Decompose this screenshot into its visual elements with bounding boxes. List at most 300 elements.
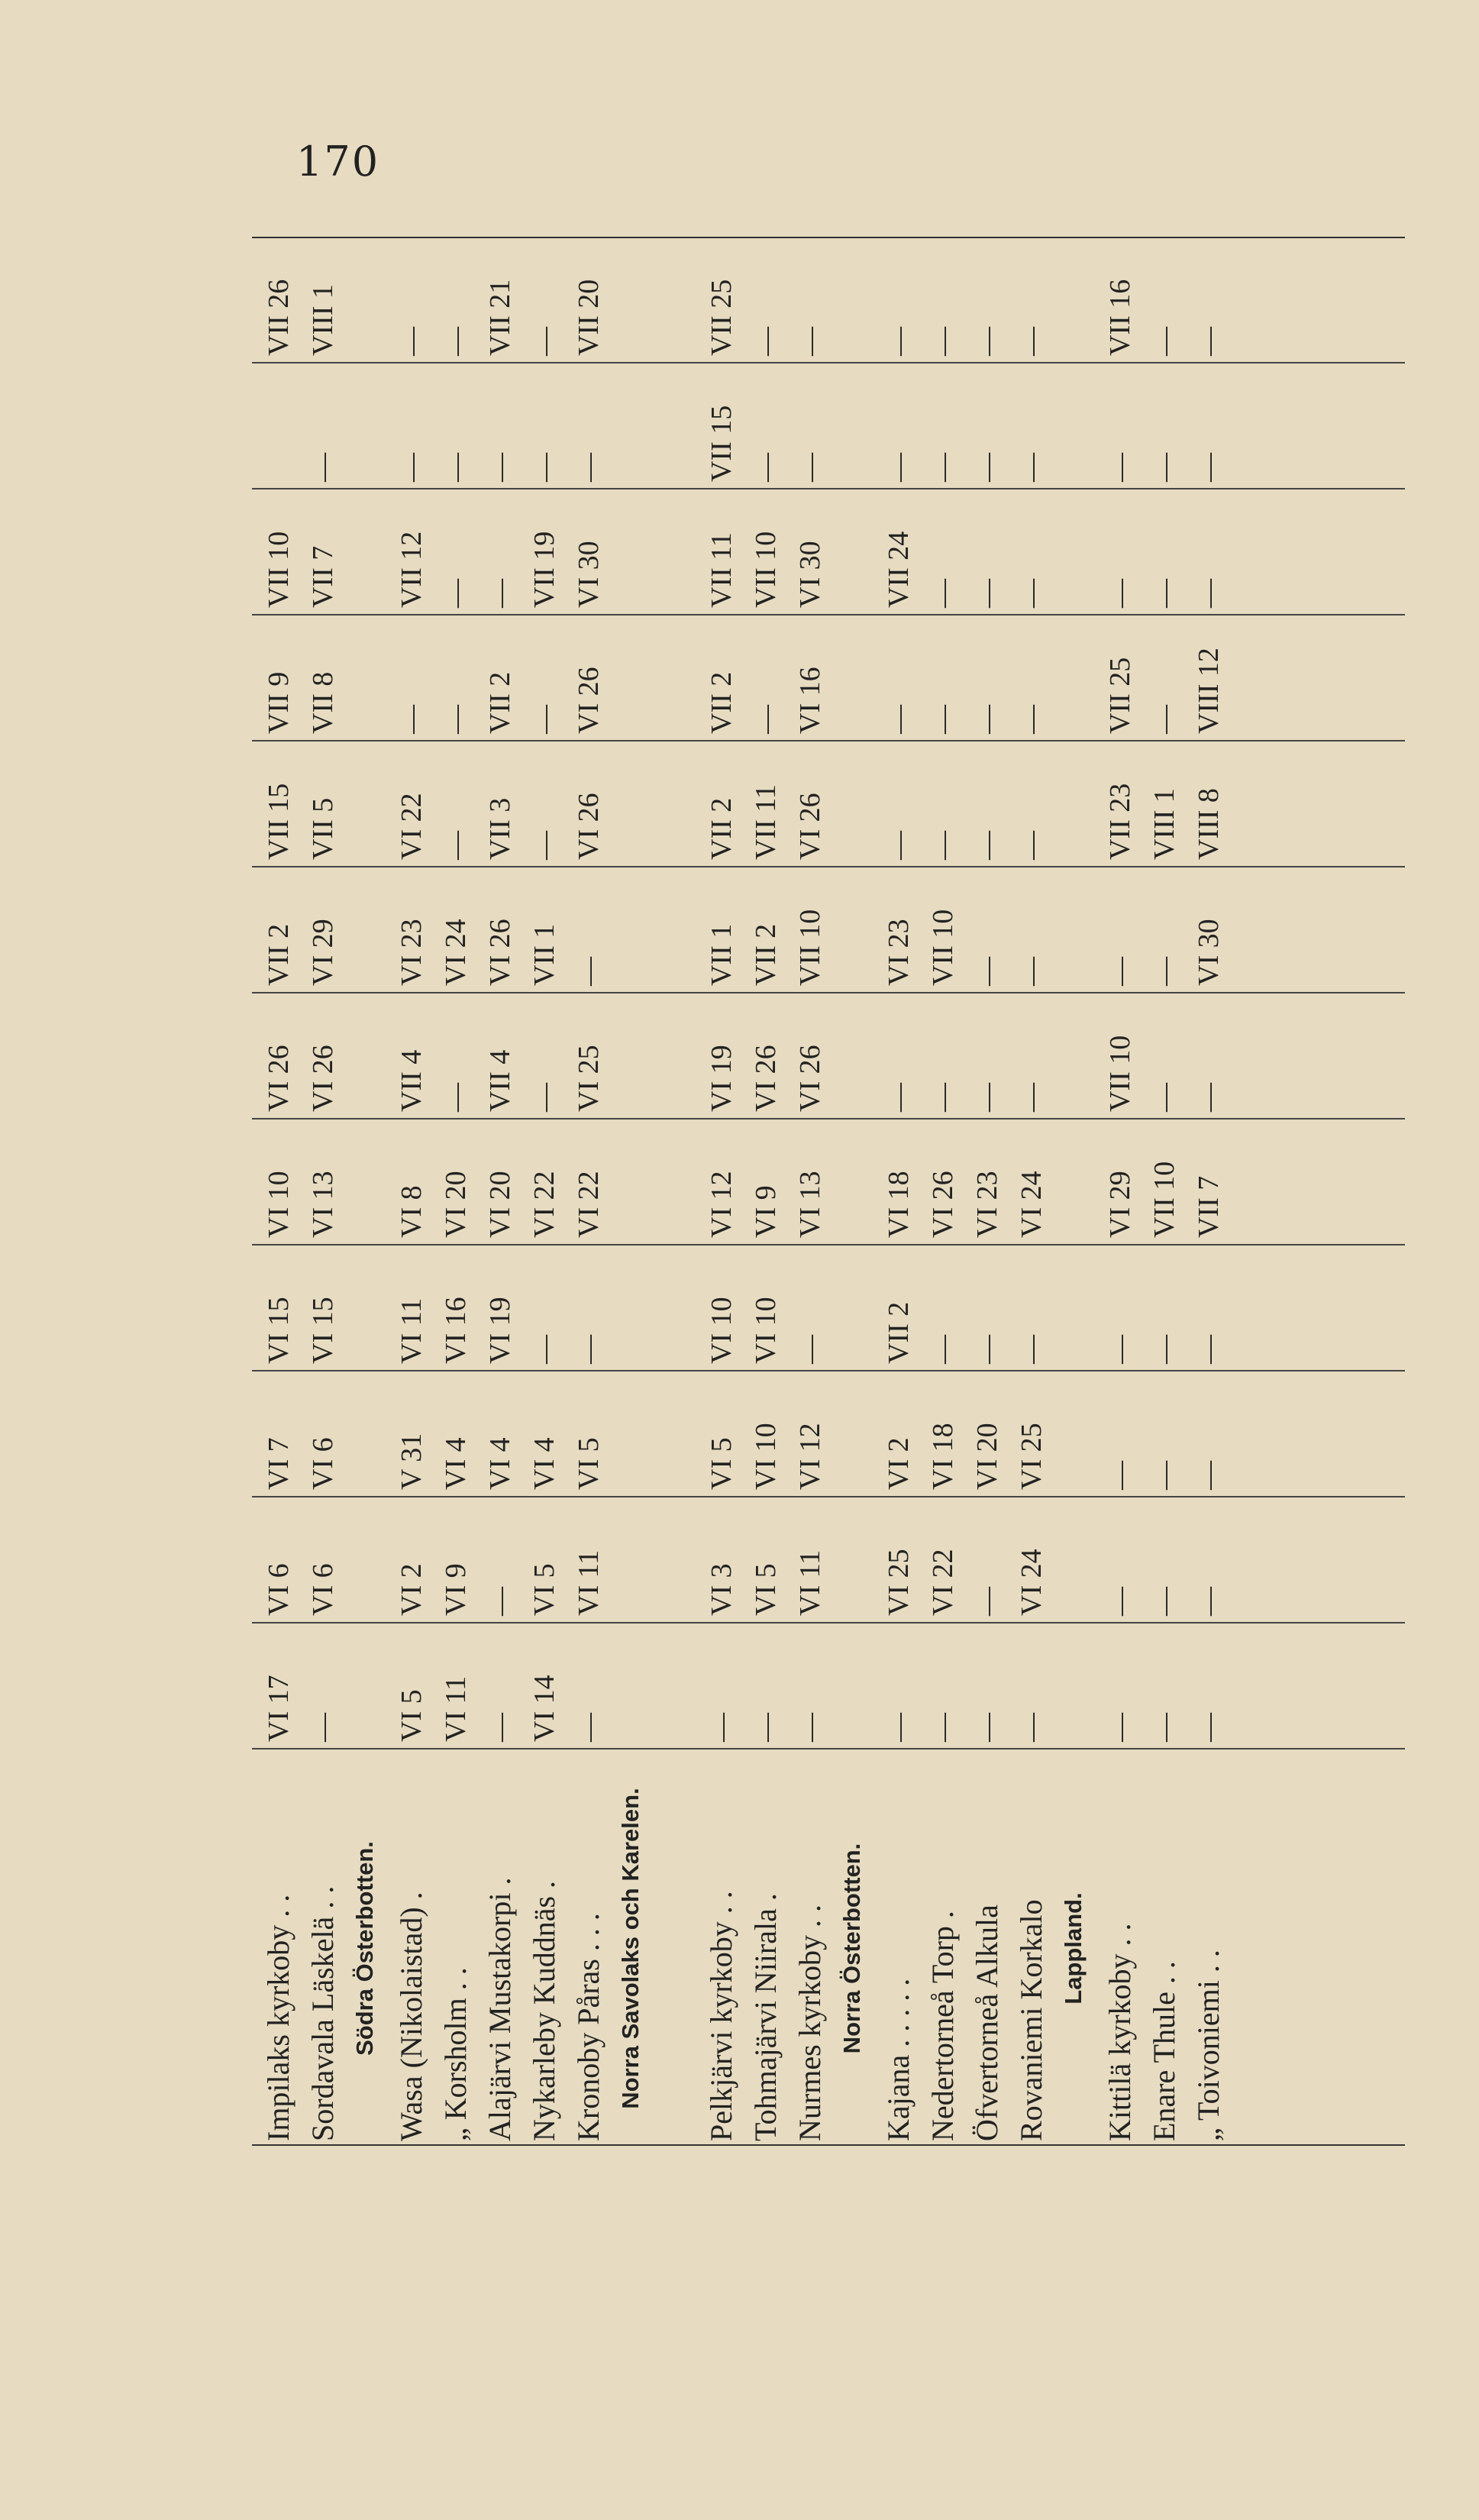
- station-name: Nykarleby Kuddnäs .: [527, 1880, 561, 2141]
- empty-cell: [345, 741, 389, 867]
- date-cell: —: [1187, 1623, 1231, 1749]
- table-row: [1187, 237, 1231, 2146]
- empty-cell: [832, 1623, 877, 1749]
- date-cell: —: [965, 1245, 1009, 1371]
- date-cell: VI 7: [252, 1371, 301, 1497]
- date-cell: —: [744, 615, 788, 741]
- date-cell: VI 6: [301, 1497, 345, 1623]
- date-cell: —: [522, 615, 567, 741]
- date-cell: —: [1098, 1371, 1142, 1497]
- empty-cell: [1054, 489, 1098, 615]
- group-title: Norra Österbotten.: [838, 1843, 865, 2054]
- empty-cell: [611, 615, 699, 741]
- date-cell: VI 3: [699, 1497, 744, 1623]
- date-cell: VI 26: [301, 993, 345, 1119]
- date-cell: —: [567, 1245, 611, 1371]
- date-cell: VI 4: [478, 1371, 522, 1497]
- date-cell: VI 17: [252, 1623, 301, 1749]
- date-cell: VI 10: [744, 1371, 788, 1497]
- date-cell: VII 25: [699, 237, 744, 363]
- date-cell: VII 24: [877, 489, 921, 615]
- empty-cell: [345, 1623, 389, 1749]
- date-cell: VII 11: [744, 741, 788, 867]
- date-cell: VII 2: [252, 867, 301, 993]
- filler-cell: [1231, 1497, 1405, 1623]
- date-cell: —: [921, 1623, 965, 1749]
- date-cell: VI 5: [389, 1623, 434, 1749]
- station-name: Kajana . . . . .: [881, 1978, 915, 2141]
- date-cell: —: [877, 993, 921, 1119]
- date-cell: VII 10: [744, 489, 788, 615]
- date-cell: VII 15: [699, 363, 744, 489]
- date-cell: VI 26: [788, 741, 832, 867]
- table-row: [744, 237, 788, 2146]
- station-name: Wasa (Nikolaistad) .: [394, 1892, 428, 2141]
- date-cell: VI 23: [965, 1119, 1009, 1245]
- date-cell: —: [301, 363, 345, 489]
- station-name: Sordavala Läskelä . .: [305, 1885, 340, 2141]
- date-cell: —: [921, 363, 965, 489]
- date-cell: VII 2: [699, 615, 744, 741]
- date-cell: —: [1142, 993, 1187, 1119]
- date-cell: VI 5: [567, 1371, 611, 1497]
- phenology-table: [252, 237, 1405, 2146]
- date-cell: —: [1098, 1245, 1142, 1371]
- filler-cell: [1231, 489, 1405, 615]
- date-cell: VIII 8: [1187, 741, 1231, 867]
- date-cell: VI 2: [389, 1497, 434, 1623]
- date-cell: —: [877, 363, 921, 489]
- table-row: [478, 237, 522, 2146]
- date-cell: VI 26: [788, 993, 832, 1119]
- table-body: [252, 237, 1405, 2146]
- date-cell: —: [965, 741, 1009, 867]
- empty-cell: [832, 615, 877, 741]
- table-row: [877, 237, 921, 2146]
- page-number: 170: [296, 137, 380, 186]
- date-cell: VI 24: [1009, 1119, 1054, 1245]
- date-cell: VI 25: [877, 1497, 921, 1623]
- date-cell: —: [1009, 615, 1054, 741]
- date-cell: VI 18: [877, 1119, 921, 1245]
- empty-cell: [1054, 363, 1098, 489]
- date-cell: VI 30: [567, 489, 611, 615]
- date-cell: —: [1142, 1497, 1187, 1623]
- date-cell: VII 10: [788, 867, 832, 993]
- date-cell: —: [788, 1623, 832, 1749]
- empty-cell: [1054, 867, 1098, 993]
- empty-cell: [832, 1245, 877, 1371]
- date-cell: —: [877, 615, 921, 741]
- filler-cell: [1231, 1623, 1405, 1749]
- date-cell: —: [1187, 1497, 1231, 1623]
- date-cell: VI 12: [788, 1371, 832, 1497]
- empty-cell: [345, 993, 389, 1119]
- station-name: Enare Thule . .: [1147, 1961, 1181, 2141]
- date-cell: VIII 1: [301, 237, 345, 363]
- date-cell: VI 10: [744, 1245, 788, 1371]
- date-cell: VI 26: [567, 741, 611, 867]
- date-cell: VII 21: [478, 237, 522, 363]
- date-cell: —: [434, 363, 478, 489]
- date-cell: —: [478, 489, 522, 615]
- date-cell: —: [301, 1623, 345, 1749]
- date-cell: VII 20: [567, 237, 611, 363]
- date-cell: VI 5: [744, 1497, 788, 1623]
- date-cell: VI 4: [522, 1371, 567, 1497]
- date-cell: VII 11: [699, 489, 744, 615]
- date-cell: VI 23: [877, 867, 921, 993]
- date-cell: VI 15: [301, 1245, 345, 1371]
- date-cell: VII 4: [389, 993, 434, 1119]
- date-cell: VI 12: [699, 1119, 744, 1245]
- group-heading-row: [611, 237, 699, 2146]
- date-cell: —: [434, 741, 478, 867]
- date-cell: VII 2: [877, 1245, 921, 1371]
- empty-cell: [1054, 615, 1098, 741]
- date-cell: —: [434, 615, 478, 741]
- date-cell: VI 22: [522, 1119, 567, 1245]
- date-cell: VIII 12: [1187, 615, 1231, 741]
- date-cell: VI 11: [434, 1623, 478, 1749]
- station-name: Tohmajärvi Niirala .: [748, 1893, 783, 2141]
- date-cell: —: [389, 363, 434, 489]
- date-cell: VI 26: [478, 867, 522, 993]
- filler-cell: [1231, 741, 1405, 867]
- date-cell: VII 1: [699, 867, 744, 993]
- empty-cell: [345, 1119, 389, 1245]
- station-name: „ Toivoniemi . .: [1191, 1950, 1226, 2141]
- date-cell: —: [1187, 1371, 1231, 1497]
- group-title: Norra Savolaks och Karelen.: [617, 1788, 644, 2109]
- date-cell: VI 23: [389, 867, 434, 993]
- table-row: [788, 237, 832, 2146]
- date-cell: —: [478, 1623, 522, 1749]
- empty-cell: [1054, 1119, 1098, 1245]
- station-name: Kittilä kyrkoby . .: [1103, 1923, 1137, 2141]
- station-name: „ Korsholm . .: [438, 1967, 473, 2141]
- date-cell: VII 7: [1187, 1119, 1231, 1245]
- date-cell: —: [1098, 867, 1142, 993]
- table-row: [1098, 237, 1142, 2146]
- date-cell: VI 13: [788, 1119, 832, 1245]
- date-cell: VI 4: [434, 1371, 478, 1497]
- date-cell: —: [699, 1623, 744, 1749]
- date-cell: VI 5: [699, 1371, 744, 1497]
- date-cell: —: [965, 867, 1009, 993]
- date-cell: VI 26: [744, 993, 788, 1119]
- date-cell: VI 11: [567, 1497, 611, 1623]
- filler-cell: [1231, 1245, 1405, 1371]
- date-cell: VI 8: [389, 1119, 434, 1245]
- date-cell: —: [1187, 489, 1231, 615]
- date-cell: VII 10: [1098, 993, 1142, 1119]
- date-cell: —: [921, 993, 965, 1119]
- date-cell: —: [965, 1497, 1009, 1623]
- date-cell: —: [1187, 237, 1231, 363]
- date-cell: VI 29: [1098, 1119, 1142, 1245]
- empty-cell: [345, 489, 389, 615]
- date-cell: VI 14: [522, 1623, 567, 1749]
- date-cell: VI 6: [252, 1497, 301, 1623]
- filler-cell: [1231, 1371, 1405, 1497]
- date-cell: VI 30: [788, 489, 832, 615]
- date-cell: —: [1009, 867, 1054, 993]
- date-cell: —: [921, 741, 965, 867]
- date-cell: —: [1142, 1371, 1187, 1497]
- date-cell: —: [1142, 1623, 1187, 1749]
- table-row: [921, 237, 965, 2146]
- empty-cell: [611, 363, 699, 489]
- date-cell: —: [1142, 237, 1187, 363]
- date-cell: —: [1009, 363, 1054, 489]
- group-heading-row: [1054, 237, 1098, 2146]
- date-cell: VI 9: [434, 1497, 478, 1623]
- group-title: Lappland.: [1060, 1892, 1087, 2005]
- filler-cell: [1231, 237, 1405, 363]
- date-cell: —: [434, 237, 478, 363]
- date-cell: —: [965, 363, 1009, 489]
- date-cell: —: [965, 615, 1009, 741]
- date-cell: —: [877, 741, 921, 867]
- date-cell: —: [744, 237, 788, 363]
- date-cell: VI 20: [965, 1371, 1009, 1497]
- empty-cell: [832, 741, 877, 867]
- filler-cell: [1231, 867, 1405, 993]
- empty-cell: [611, 489, 699, 615]
- date-cell: VI 15: [252, 1245, 301, 1371]
- filler-cell: [1231, 1119, 1405, 1245]
- date-cell: —: [965, 489, 1009, 615]
- table-rule-right: [252, 237, 1405, 238]
- date-cell: VII 2: [699, 741, 744, 867]
- rotated-phenology-table: [252, 237, 1405, 2146]
- station-name: Pelkjärvi kyrkoby . .: [704, 1891, 738, 2141]
- date-cell: —: [1009, 489, 1054, 615]
- date-cell: VI 22: [567, 1119, 611, 1245]
- date-cell: VI 19: [699, 993, 744, 1119]
- empty-cell: [611, 1497, 699, 1623]
- date-cell: —: [1142, 867, 1187, 993]
- station-name: Rovaniemi Korkalo: [1014, 1899, 1048, 2141]
- date-cell: —: [921, 237, 965, 363]
- date-cell: —: [478, 1497, 522, 1623]
- date-cell: —: [1142, 615, 1187, 741]
- group-heading-row: [345, 237, 389, 2146]
- empty-cell: [1054, 237, 1098, 363]
- date-cell: —: [1098, 363, 1142, 489]
- date-cell: VII 8: [301, 615, 345, 741]
- table-row: [252, 237, 301, 2146]
- empty-cell: [832, 1119, 877, 1245]
- empty-cell: [1054, 993, 1098, 1119]
- date-cell: VII 10: [921, 867, 965, 993]
- date-cell: VI 26: [252, 993, 301, 1119]
- date-cell: VI 29: [301, 867, 345, 993]
- empty-cell: [832, 363, 877, 489]
- date-cell: VII 9: [252, 615, 301, 741]
- date-cell: VII 23: [1098, 741, 1142, 867]
- date-cell: VII 16: [1098, 237, 1142, 363]
- station-name: Impilaks kyrkoby . .: [261, 1894, 295, 2141]
- date-cell: —: [1098, 1623, 1142, 1749]
- empty-cell: [611, 993, 699, 1119]
- filler-row: [1231, 237, 1405, 2146]
- date-cell: VI 2: [877, 1371, 921, 1497]
- date-cell: —: [522, 363, 567, 489]
- date-cell: —: [434, 993, 478, 1119]
- date-cell: —: [921, 615, 965, 741]
- date-cell: VI 18: [921, 1371, 965, 1497]
- table-row: [699, 237, 744, 2146]
- date-cell: —: [788, 1245, 832, 1371]
- date-cell: —: [1009, 1245, 1054, 1371]
- date-cell: —: [921, 1245, 965, 1371]
- date-cell: VII 12: [389, 489, 434, 615]
- date-cell: —: [522, 237, 567, 363]
- empty-cell: [1054, 1245, 1098, 1371]
- date-cell: —: [1098, 1497, 1142, 1623]
- date-cell: VI 26: [921, 1119, 965, 1245]
- empty-cell: [345, 363, 389, 489]
- date-cell: VI 19: [478, 1245, 522, 1371]
- empty-cell: [611, 741, 699, 867]
- date-cell: —: [788, 237, 832, 363]
- table-row: [522, 237, 567, 2146]
- table-row: [965, 237, 1009, 2146]
- date-cell: —: [1009, 237, 1054, 363]
- empty-cell: [345, 1245, 389, 1371]
- empty-cell: [832, 993, 877, 1119]
- table-row: [434, 237, 478, 2146]
- date-cell: —: [567, 867, 611, 993]
- date-cell: —: [877, 237, 921, 363]
- date-cell: VII 5: [301, 741, 345, 867]
- date-cell: VI 10: [252, 1119, 301, 1245]
- empty-cell: [611, 867, 699, 993]
- table-rule-left: [252, 2144, 1405, 2146]
- date-cell: VI 16: [788, 615, 832, 741]
- date-cell: —: [788, 363, 832, 489]
- table-row: [1142, 237, 1187, 2146]
- empty-cell: [345, 237, 389, 363]
- empty-cell: [345, 615, 389, 741]
- date-cell: VI 30: [1187, 867, 1231, 993]
- date-cell: VI 24: [1009, 1497, 1054, 1623]
- empty-cell: [1054, 1623, 1098, 1749]
- date-cell: VI 25: [1009, 1371, 1054, 1497]
- date-cell: —: [567, 1623, 611, 1749]
- filler-cell: [1231, 993, 1405, 1119]
- date-cell: VI 20: [478, 1119, 522, 1245]
- date-cell: —: [1009, 1623, 1054, 1749]
- empty-cell: [611, 1245, 699, 1371]
- date-cell: VII 4: [478, 993, 522, 1119]
- date-cell: V 31: [389, 1371, 434, 1497]
- date-cell: VII 7: [301, 489, 345, 615]
- table-row: [1009, 237, 1054, 2146]
- empty-cell: [832, 1497, 877, 1623]
- date-cell: [252, 363, 301, 489]
- date-cell: —: [877, 1623, 921, 1749]
- station-name: Nurmes kyrkoby . .: [793, 1905, 827, 2141]
- date-cell: VI 5: [522, 1497, 567, 1623]
- empty-cell: [1054, 1497, 1098, 1623]
- date-cell: VI 9: [744, 1119, 788, 1245]
- station-name: Nedertorneå Torp .: [925, 1911, 960, 2141]
- filler-cell: [1231, 615, 1405, 741]
- empty-cell: [611, 237, 699, 363]
- date-cell: —: [434, 489, 478, 615]
- empty-cell: [1054, 741, 1098, 867]
- empty-cell: [832, 1371, 877, 1497]
- date-cell: VIII 1: [1142, 741, 1187, 867]
- date-cell: VI 22: [921, 1497, 965, 1623]
- date-cell: —: [1187, 363, 1231, 489]
- group-heading-row: [832, 237, 877, 2146]
- date-cell: VII 19: [522, 489, 567, 615]
- date-cell: —: [1142, 1245, 1187, 1371]
- date-cell: VII 10: [252, 489, 301, 615]
- date-cell: —: [389, 237, 434, 363]
- date-cell: VI 24: [434, 867, 478, 993]
- date-cell: —: [744, 363, 788, 489]
- date-cell: —: [1142, 363, 1187, 489]
- table-row: [389, 237, 434, 2146]
- date-cell: VI 11: [389, 1245, 434, 1371]
- empty-cell: [345, 1497, 389, 1623]
- date-cell: —: [478, 363, 522, 489]
- date-cell: —: [389, 615, 434, 741]
- date-cell: —: [965, 1623, 1009, 1749]
- filler-cell: [1231, 363, 1405, 489]
- date-cell: VI 16: [434, 1245, 478, 1371]
- date-cell: VI 20: [434, 1119, 478, 1245]
- empty-cell: [611, 1623, 699, 1749]
- table-row: [301, 237, 345, 2146]
- date-cell: —: [744, 1623, 788, 1749]
- date-cell: VII 25: [1098, 615, 1142, 741]
- date-cell: —: [965, 237, 1009, 363]
- date-cell: VII 3: [478, 741, 522, 867]
- empty-cell: [345, 1371, 389, 1497]
- empty-cell: [832, 867, 877, 993]
- station-name: Kronoby Påras . . .: [571, 1913, 605, 2141]
- date-cell: VI 13: [301, 1119, 345, 1245]
- date-cell: —: [1009, 993, 1054, 1119]
- empty-cell: [345, 867, 389, 993]
- table-row: [567, 237, 611, 2146]
- date-cell: VI 26: [567, 615, 611, 741]
- empty-cell: [611, 1371, 699, 1497]
- date-cell: VII 26: [252, 237, 301, 363]
- date-cell: —: [522, 993, 567, 1119]
- date-cell: VII 2: [478, 615, 522, 741]
- date-cell: —: [1009, 741, 1054, 867]
- date-cell: VII 2: [744, 867, 788, 993]
- date-cell: —: [921, 489, 965, 615]
- date-cell: VII 15: [252, 741, 301, 867]
- filler-cell: [1231, 1749, 1405, 2146]
- date-cell: VI 6: [301, 1371, 345, 1497]
- date-cell: —: [1187, 1245, 1231, 1371]
- group-title: Södra Österbotten.: [351, 1841, 378, 2056]
- date-cell: VI 10: [699, 1245, 744, 1371]
- date-cell: VI 22: [389, 741, 434, 867]
- date-cell: —: [1142, 489, 1187, 615]
- date-cell: —: [522, 741, 567, 867]
- empty-cell: [832, 489, 877, 615]
